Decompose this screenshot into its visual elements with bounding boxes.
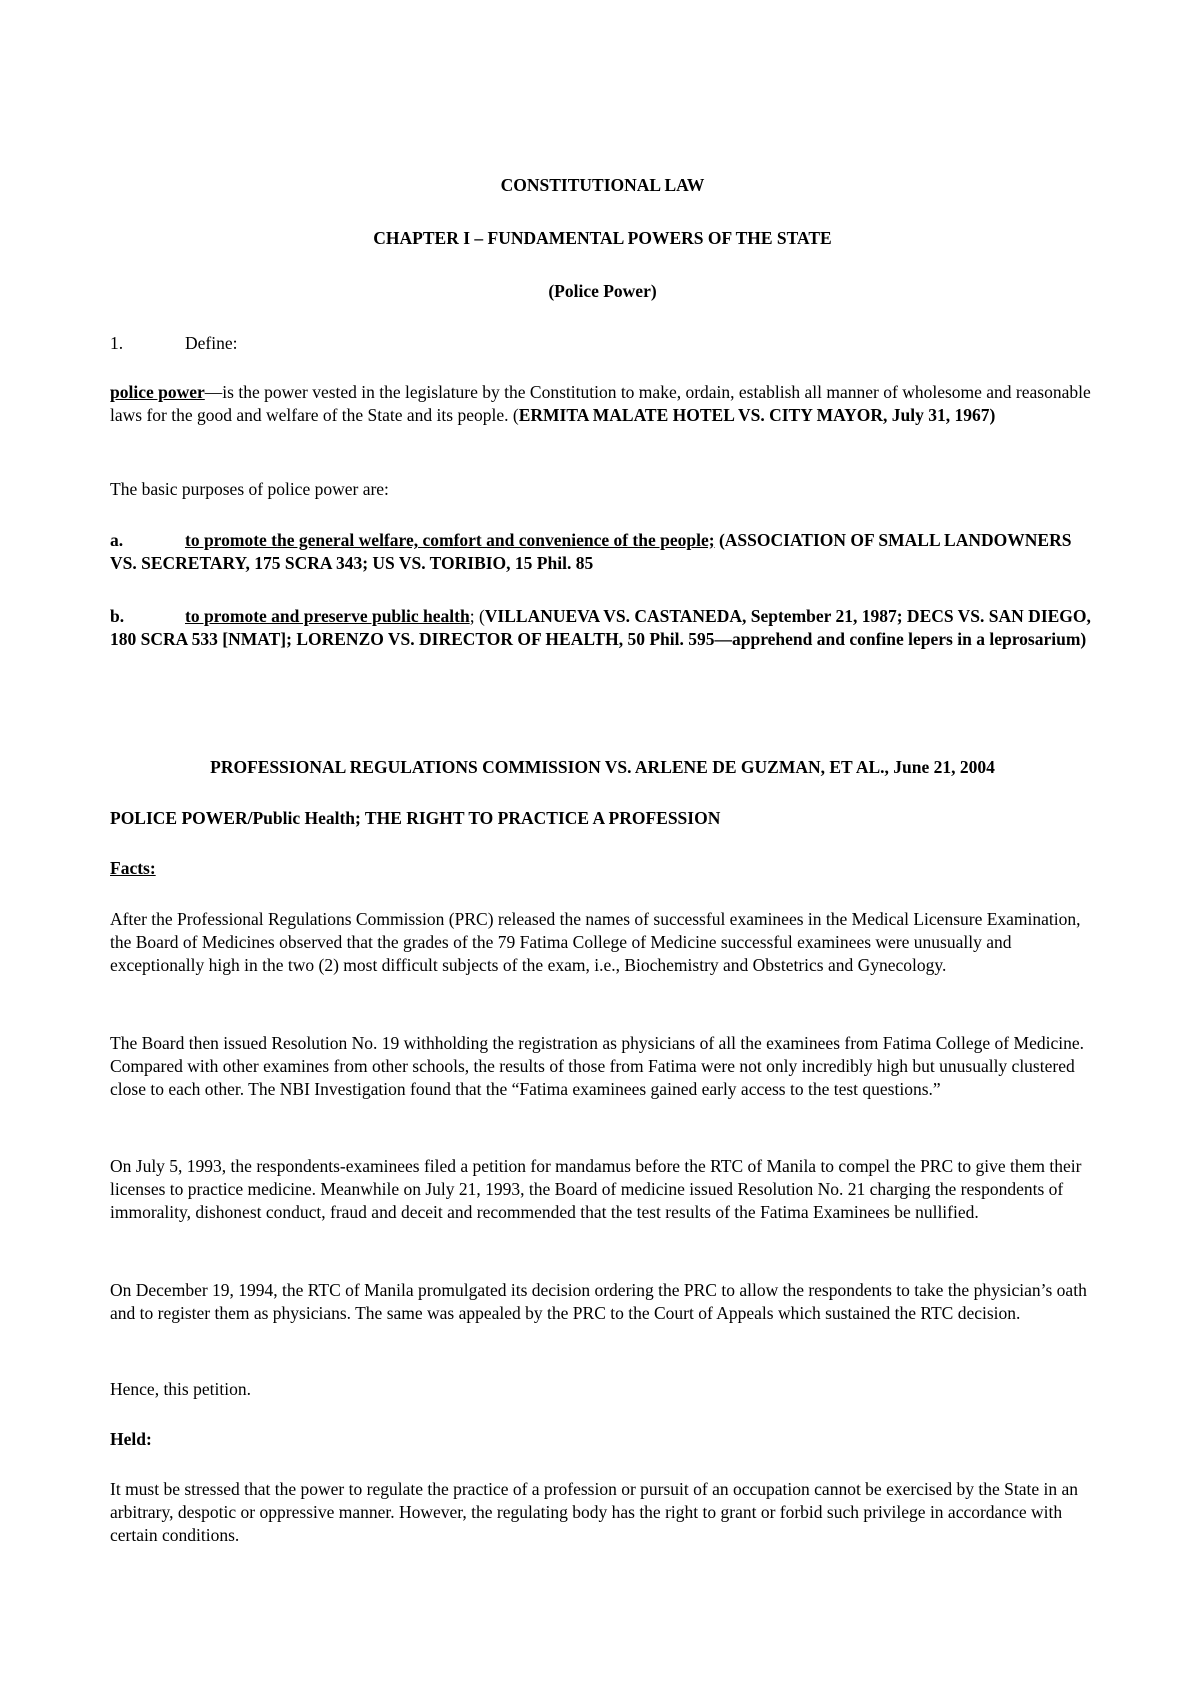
purpose-citation: VILLANUEVA VS. CASTANEDA, September 21, 1987; DECS VS. SAN DIEGO, 180 SCRA 533 [NMAT]; LORENZO VS. DIRECTOR OF HEALTH, 50 Phil. 595—apprehend and confine lepers in a leprosarium): [110, 606, 1091, 649]
defined-term: police power: [110, 382, 205, 402]
facts-paragraph: On July 5, 1993, the respondents-examinees filed a petition for mandamus before the RTC of Manila to compel the PRC to give them their licenses to practice medicine. Meanwhile on July 21, 1993, the Board of medicine issued Resolution No. 21 charging the respondents of immorality, dishonest conduct, fraud and deceit and recommended that the test results of the Fatima Examinees be nullified.: [110, 1156, 1082, 1222]
facts-paragraph: On December 19, 1994, the RTC of Manila promulgated its decision ordering the PRC to allow the respondents to take the physician’s oath and to register them as physicians. The same was appealed by the PRC to the Court of Appeals which sustained the RTC decision.: [110, 1280, 1087, 1323]
chapter-heading: CHAPTER I – FUNDAMENTAL POWERS OF THE STATE: [373, 228, 832, 248]
purpose-item-a: [110, 529, 1095, 575]
case-topic: POLICE POWER/Public Health; THE RIGHT TO PRACTICE A PROFESSION: [110, 808, 721, 828]
purpose-separator: ; (: [469, 606, 485, 626]
facts-paragraph: The Board then issued Resolution No. 19 withholding the registration as physicians of all the examinees from Fatima College of Medicine. Compared with other examines from other schools, the results of those from Fatima were not only incredibly high but unusually clustered close to each other. The NBI Investigation found that the “Fatima examinees gained early access to the test questions.”: [110, 1033, 1084, 1099]
document-title: CONSTITUTIONAL LAW: [500, 175, 705, 195]
facts-paragraph: Hence, this petition.: [110, 1379, 251, 1399]
item-number: 1.: [110, 333, 124, 353]
purpose-citation: (ASSOCIATION OF SMALL LANDOWNERS VS. SECRETARY, 175 SCRA 343; US VS. TORIBIO, 15 Phil. 85: [110, 530, 1072, 573]
section-subtitle: (Police Power): [548, 281, 657, 301]
definition-paragraph: [110, 381, 1095, 427]
purposes-intro: The basic purposes of police power are:: [110, 479, 389, 499]
purpose-heading: to promote the general welfare, comfort and convenience of the people;: [185, 530, 715, 550]
facts-paragraph: After the Professional Regulations Commission (PRC) released the names of successful examinees in the Medical Licensure Examination, the Board of Medicines observed that the grades of the 79 Fatima College of Medicine successful examinees were unusually and exceptionally high in the two (2) most difficult subjects of the exam, i.e., Biochemistry and Obstetrics and Gynecology.: [110, 909, 1081, 975]
facts-label: Facts:: [110, 858, 156, 878]
held-paragraph: It must be stressed that the power to regulate the practice of a profession or pursuit of an occupation cannot be exercised by the State in an arbitrary, despotic or oppressive manner. However, the regulating body has the right to grant or forbid such privilege in accordance with certain conditions.: [110, 1479, 1079, 1545]
purpose-label: a.: [110, 530, 124, 550]
item-label: Define:: [185, 333, 238, 353]
definition-citation: ERMITA MALATE HOTEL VS. CITY MAYOR, July 31, 1967): [518, 405, 996, 425]
purpose-item-b: [110, 605, 1095, 651]
purpose-heading: to promote and preserve public health: [185, 606, 470, 626]
case-title: PROFESSIONAL REGULATIONS COMMISSION VS. ARLENE DE GUZMAN, ET AL., June 21, 2004: [210, 757, 995, 777]
held-heading: Held:: [110, 1429, 152, 1449]
facts-heading: [110, 857, 1095, 880]
definition-text: —is the power vested in the legislature by the Constitution to make, ordain, establish all manner of wholesome and reasonable laws for the good and welfare of the State and its people. (: [110, 382, 1091, 425]
purpose-label: b.: [110, 606, 125, 626]
numbered-item: [110, 332, 1095, 355]
